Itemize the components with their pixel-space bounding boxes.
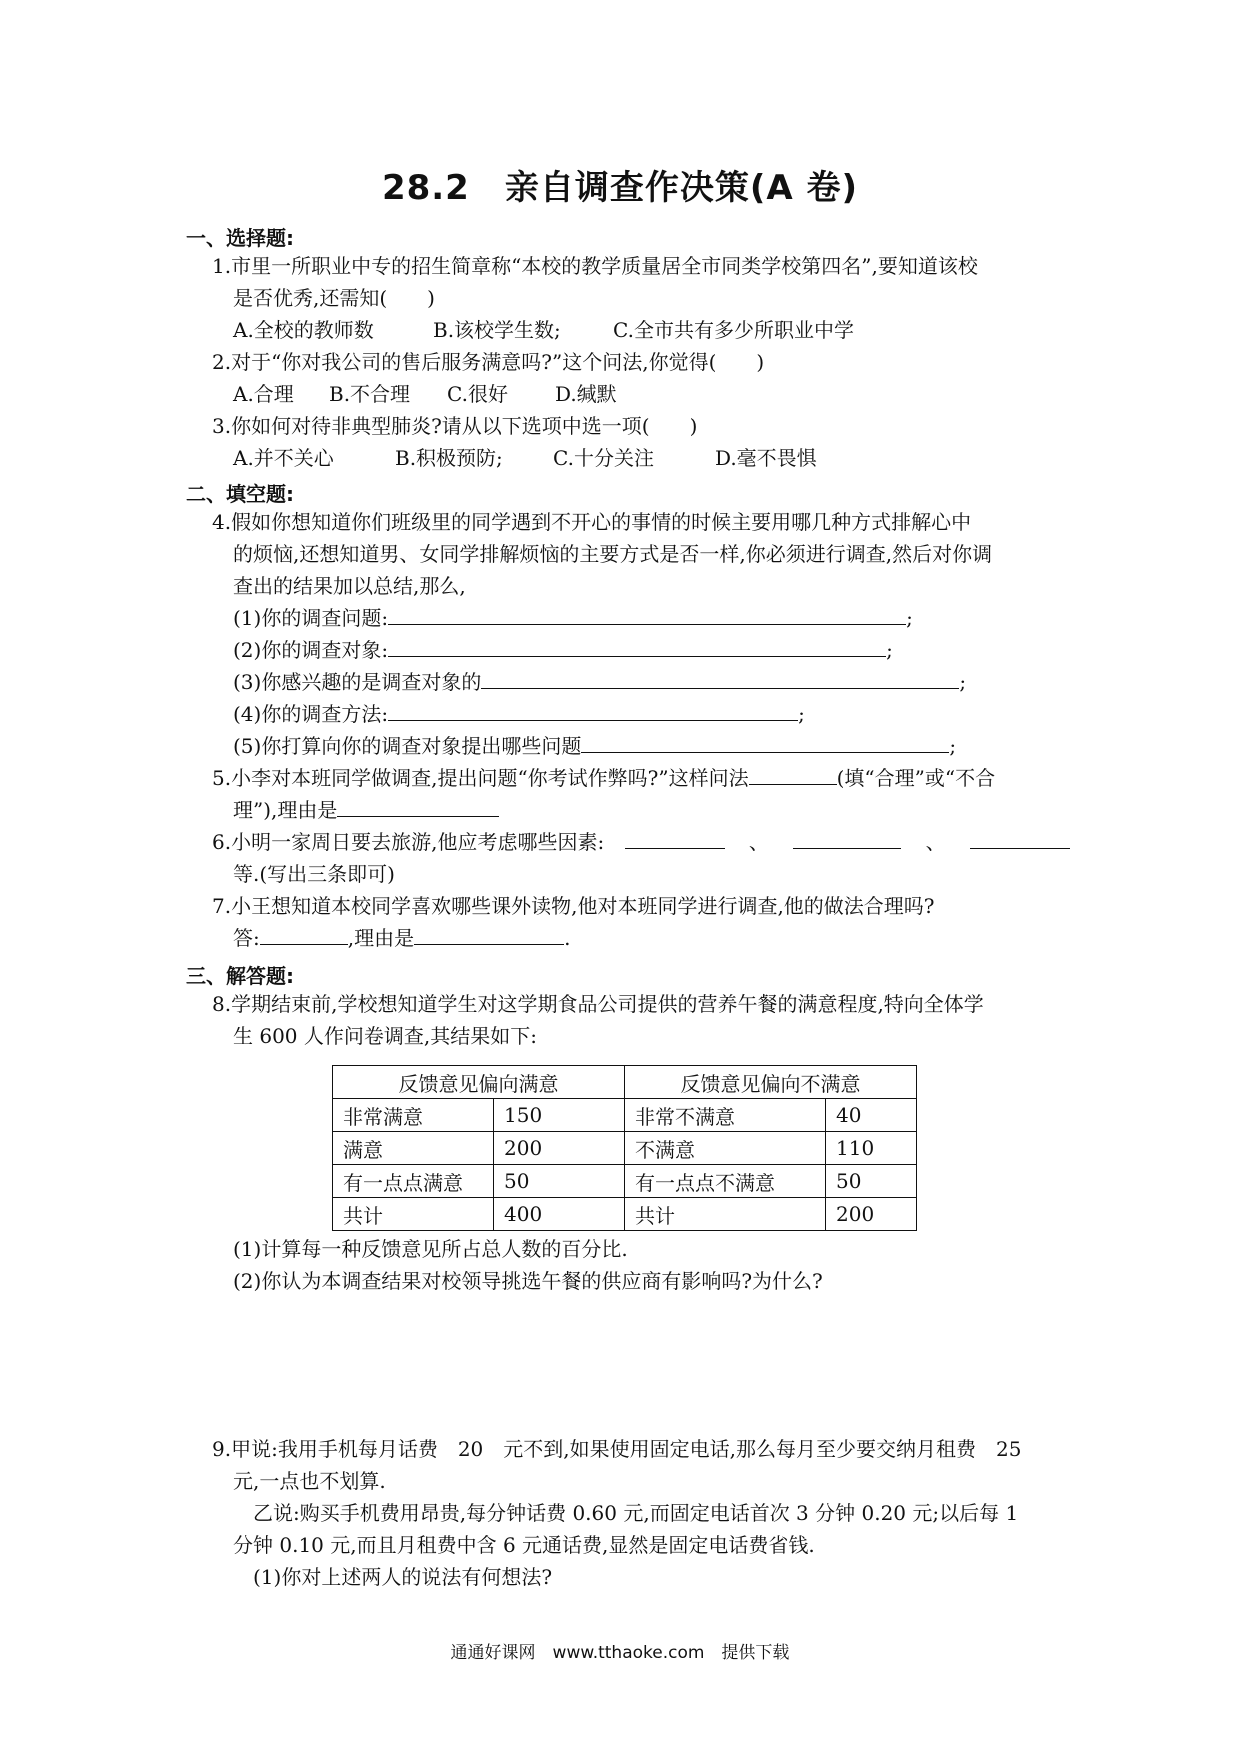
q4-part1 xyxy=(233,604,913,632)
q2-option-b: B.不合理 xyxy=(329,382,411,406)
q4-part2-label: (2)你的调查对象: xyxy=(233,638,389,662)
q9-line3: 乙说:购买手机费用昂贵,每分钟话费 0.60 元,而固定电话首次 3 分钟 0.20 元;以后每 1 xyxy=(233,1501,1019,1525)
q9-line5: (1)你对上述两人的说法有何想法? xyxy=(233,1565,553,1589)
q6-sep-1: 、 xyxy=(748,830,769,854)
q3-option-d: D.毫不畏惧 xyxy=(715,446,817,470)
page-footer: 通通好课网 www.tthaoke.com 提供下载 xyxy=(450,1643,790,1663)
section-heading-choice: 一、选择题: xyxy=(186,226,294,250)
table-cell: 有一点点不满意 xyxy=(625,1165,826,1198)
q4-part3-label: (3)你感兴趣的是调查对象的 xyxy=(233,670,482,694)
q1-line2: 是否优秀,还需知( ) xyxy=(233,286,435,310)
table-cell: 满意 xyxy=(333,1132,494,1165)
q3-option-b: B.积极预防; xyxy=(395,446,503,470)
table-cell: 50 xyxy=(494,1165,625,1198)
q6-line2: 等.(写出三条即可) xyxy=(233,862,395,886)
q8-line1: 8.学期结束前,学校想知道学生对这学期食品公司提供的营养午餐的满意程度,特向全体学 xyxy=(212,992,984,1016)
q4-line3: 查出的结果加以总结,那么, xyxy=(233,574,466,598)
q7-blank-2[interactable] xyxy=(414,924,564,945)
q5-text-b: (填“合理”或“不合 xyxy=(836,766,996,790)
q4-part4-label: (4)你的调查方法: xyxy=(233,702,389,726)
q4-part2-end: ; xyxy=(886,638,893,662)
table-cell: 有一点点满意 xyxy=(333,1165,494,1198)
q5-text-a: 5.小李对本班同学做调查,提出问题“你考试作弊吗?”这样问法 xyxy=(212,766,749,790)
q6-blank-2[interactable] xyxy=(793,828,901,849)
q5-line1 xyxy=(212,764,995,792)
section-heading-fill: 二、填空题: xyxy=(186,482,294,506)
q5-blank-1[interactable] xyxy=(749,764,837,785)
table-row xyxy=(333,1099,917,1132)
q2-option-d: D.缄默 xyxy=(555,382,617,406)
q3-line1: 3.你如何对待非典型肺炎?请从以下选项中选一项( ) xyxy=(212,414,698,438)
q4-part5 xyxy=(233,732,956,760)
q1-option-b: B.该校学生数; xyxy=(433,318,561,342)
q3-option-c: C.十分关注 xyxy=(553,446,654,470)
q4-part5-end: ; xyxy=(949,734,957,758)
q4-line2: 的烦恼,还想知道男、女同学排解烦恼的主要方式是否一样,你必须进行调查,然后对你调 xyxy=(233,542,993,566)
section-heading-solve: 三、解答题: xyxy=(186,964,294,988)
q6-blank-1[interactable] xyxy=(625,828,725,849)
table-cell: 非常满意 xyxy=(333,1099,494,1132)
survey-results-table xyxy=(332,1065,917,1231)
q7-line2 xyxy=(233,924,570,952)
table-cell: 110 xyxy=(826,1132,917,1165)
q5-line2 xyxy=(233,796,499,824)
q9-line2: 元,一点也不划算. xyxy=(233,1469,386,1493)
q7-answer-label: 答: xyxy=(233,926,260,950)
q2-options xyxy=(233,380,617,408)
q1-options xyxy=(233,316,854,344)
q4-part2 xyxy=(233,636,893,664)
q4-part2-blank[interactable] xyxy=(388,636,886,657)
q4-part3 xyxy=(233,668,966,696)
q9-line1: 9.甲说:我用手机每月话费 20 元不到,如果使用固定电话,那么每月至少要交纳月租费 25 xyxy=(212,1437,1022,1461)
q4-part5-blank[interactable] xyxy=(581,732,949,753)
q7-reason-label: ,理由是 xyxy=(347,926,415,950)
table-cell: 不满意 xyxy=(625,1132,826,1165)
table-row xyxy=(333,1132,917,1165)
q8-part2: (2)你认为本调查结果对校领导挑选午餐的供应商有影响吗?为什么? xyxy=(233,1269,823,1293)
q1-option-c: C.全市共有多少所职业中学 xyxy=(613,318,854,342)
table-cell: 400 xyxy=(494,1198,625,1231)
q4-part1-label: (1)你的调查问题: xyxy=(233,606,389,630)
q6-line1 xyxy=(212,828,1070,856)
q6-blank-3[interactable] xyxy=(970,828,1070,849)
q7-blank-1[interactable] xyxy=(260,924,348,945)
q4-part1-blank[interactable] xyxy=(388,604,906,625)
q8-part1: (1)计算每一种反馈意见所占总人数的百分比. xyxy=(233,1237,628,1261)
q4-part4 xyxy=(233,700,805,728)
q4-part3-blank[interactable] xyxy=(481,668,959,689)
q2-option-c: C.很好 xyxy=(447,382,508,406)
q4-part1-end: ; xyxy=(906,606,913,630)
table-cell: 共计 xyxy=(333,1198,494,1231)
table-cell: 非常不满意 xyxy=(625,1099,826,1132)
q7-line1: 7.小王想知道本校同学喜欢哪些课外读物,他对本班同学进行调查,他的做法合理吗? xyxy=(212,894,935,918)
table-row xyxy=(333,1198,917,1231)
q8-line2: 生 600 人作问卷调查,其结果如下: xyxy=(233,1024,537,1048)
table-cell: 50 xyxy=(826,1165,917,1198)
table-cell: 150 xyxy=(494,1099,625,1132)
q5-text-c: 理”),理由是 xyxy=(233,798,338,822)
q4-part4-blank[interactable] xyxy=(388,700,798,721)
q1-line1: 1.市里一所职业中专的招生简章称“本校的教学质量居全市同类学校第四名”,要知道该校 xyxy=(212,254,978,278)
q7-end: . xyxy=(564,926,571,950)
table-cell: 200 xyxy=(494,1132,625,1165)
page-title: 28.2 亲自调查作决策(A 卷) xyxy=(381,168,859,208)
q4-part5-label: (5)你打算向你的调查对象提出哪些问题 xyxy=(233,734,582,758)
q6-sep-2: 、 xyxy=(925,830,946,854)
table-cell: 40 xyxy=(826,1099,917,1132)
q9-line4: 分钟 0.10 元,而且月租费中含 6 元通话费,显然是固定电话费省钱. xyxy=(233,1533,815,1557)
q1-option-a: A.全校的教师数 xyxy=(233,318,374,342)
q3-options xyxy=(233,444,817,472)
q4-part3-end: ; xyxy=(959,670,967,694)
table-row xyxy=(333,1165,917,1198)
q4-line1: 4.假如你想知道你们班级里的同学遇到不开心的事情的时候主要用哪几种方式排解心中 xyxy=(212,510,972,534)
q5-blank-2[interactable] xyxy=(337,796,499,817)
table-header-left: 反馈意见偏向满意 xyxy=(333,1066,625,1099)
q2-option-a: A.合理 xyxy=(233,382,294,406)
q4-part4-end: ; xyxy=(798,702,805,726)
table-cell: 200 xyxy=(826,1198,917,1231)
table-header-right: 反馈意见偏向不满意 xyxy=(625,1066,917,1099)
table-cell: 共计 xyxy=(625,1198,826,1231)
table-header-row xyxy=(333,1066,917,1099)
q3-option-a: A.并不关心 xyxy=(233,446,334,470)
q6-text: 6.小明一家周日要去旅游,他应考虑哪些因素: xyxy=(212,830,605,854)
q2-line1: 2.对于“你对我公司的售后服务满意吗?”这个问法,你觉得( ) xyxy=(212,350,765,374)
